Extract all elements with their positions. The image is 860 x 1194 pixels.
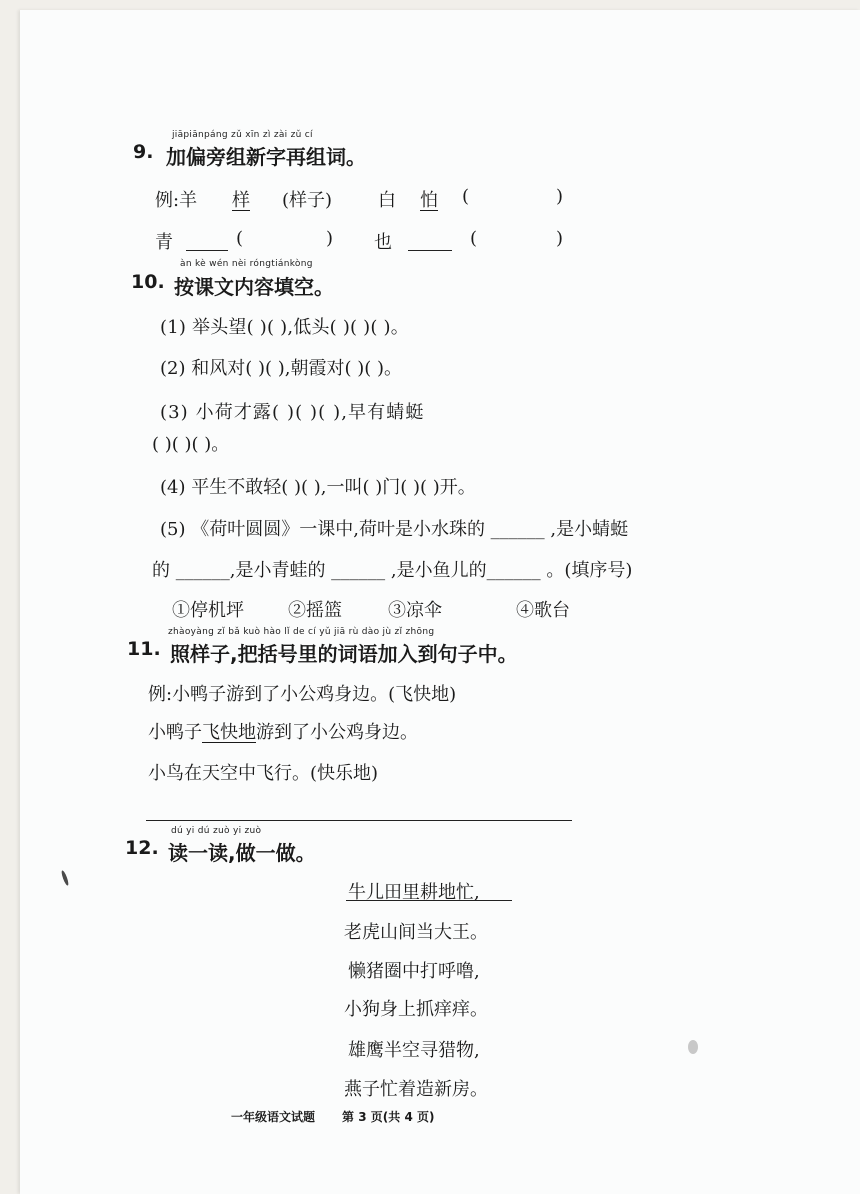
q11-example-1: 例:小鸭子游到了小公鸡身边。(飞快地): [148, 684, 457, 705]
q9-item-2-blank[interactable]: [408, 232, 452, 251]
q9-example-base2: 白: [378, 190, 396, 211]
q9-item-2: 也: [374, 232, 392, 253]
q9-paren-close-1: ): [556, 186, 564, 207]
q11-task: 小鸟在天空中飞行。(快乐地): [148, 763, 379, 784]
q11-number: 11.: [127, 638, 161, 660]
q10-line-4: (4) 平生不敢轻( )( ),一叫( )门( )( )开。: [160, 477, 476, 498]
q11-example-2: [148, 718, 418, 744]
q12-title: 读一读,做一做。: [168, 841, 316, 865]
q10-title: 按课文内容填空。: [174, 275, 334, 299]
footer-page: [342, 1108, 434, 1125]
q12-poem-line-1-underline: [346, 900, 512, 901]
q12-poem-line-6: 燕子忙着造新房。: [344, 1079, 488, 1100]
q11-example-2-word: 飞快地: [202, 722, 256, 743]
scan-speck: [688, 1040, 698, 1054]
q9-item-1: 青: [155, 232, 173, 253]
footer-page-total: 4: [404, 1110, 413, 1124]
q10-option-2: ②摇篮: [288, 600, 342, 621]
q10-number: 10.: [131, 271, 165, 293]
q12-poem-line-5: 雄鹰半空寻猎物,: [348, 1040, 480, 1061]
q10-line-2: (2) 和风对( )( ),朝霞对( )( )。: [160, 358, 403, 379]
q12-number: 12.: [125, 837, 159, 859]
q10-line-3b: ( )( )( )。: [152, 434, 230, 455]
q9-paren-open-2: (: [236, 228, 244, 249]
footer-page-pre: 第: [342, 1110, 355, 1124]
q11-answer-line[interactable]: [146, 820, 572, 821]
q9-number: 9.: [133, 141, 154, 163]
q9-paren-close-2: ): [326, 228, 334, 249]
q10-line-5b: 的 ______,是小青蛙的 ______ ,是小鱼儿的______ 。(填序号): [152, 560, 633, 581]
q9-item-1-blank[interactable]: [186, 232, 228, 251]
footer-page-num: 3: [358, 1110, 367, 1124]
q10-line-1: (1) 举头望( )( ),低头( )( )( )。: [160, 317, 409, 338]
q9-paren-open-3: (: [470, 228, 478, 249]
q10-pinyin: àn kè wén nèi róngtiánkòng: [180, 259, 313, 269]
q11-example-2-pre: 小鸭子: [148, 722, 202, 743]
q9-pinyin: jiāpiānpáng zǔ xīn zì zài zǔ cí: [172, 130, 313, 140]
q10-option-1: ①停机坪: [172, 600, 244, 621]
q12-poem-line-4: 小狗身上抓痒痒。: [344, 999, 488, 1020]
q12-poem-line-1: 牛儿田里耕地忙,: [348, 882, 480, 903]
q10-option-3: ③凉伞: [388, 600, 442, 621]
q12-poem-line-2: 老虎山间当大王。: [344, 922, 488, 943]
footer-page-mid: 页(共: [370, 1110, 401, 1124]
q9-example-char: 样: [232, 190, 250, 211]
q11-pinyin: zhàoyàng zǐ bǎ kuò hào lǐ de cí yǔ jiā rù dào jù zǐ zhōng: [168, 627, 435, 637]
q11-example-2-post: 游到了小公鸡身边。: [256, 722, 418, 743]
q9-example-label: 例:羊: [155, 190, 198, 211]
q10-line-3a: (3) 小荷才露( )( )( ),早有蜻蜓: [160, 402, 425, 423]
footer-page-post: 页): [416, 1110, 435, 1124]
q9-paren-close-3: ): [556, 228, 564, 249]
q10-line-5a: (5) 《荷叶圆圆》一课中,荷叶是小水珠的 ______ ,是小蜻蜓: [160, 519, 629, 540]
footer-subject: 一年级语文试题: [231, 1110, 316, 1124]
q9-title: 加偏旁组新字再组词。: [166, 145, 366, 169]
q10-option-4: ④歌台: [516, 600, 570, 621]
q9-example-char2: 怕: [420, 190, 438, 211]
q12-poem-line-3: 懒猪圈中打呼噜,: [348, 961, 480, 982]
q9-example-word: (样子): [282, 190, 333, 211]
q9-paren-open-1: (: [462, 186, 470, 207]
q12-pinyin: dú yi dú zuò yi zuò: [171, 826, 262, 836]
q11-title: 照样子,把括号里的词语加入到句子中。: [170, 642, 518, 666]
